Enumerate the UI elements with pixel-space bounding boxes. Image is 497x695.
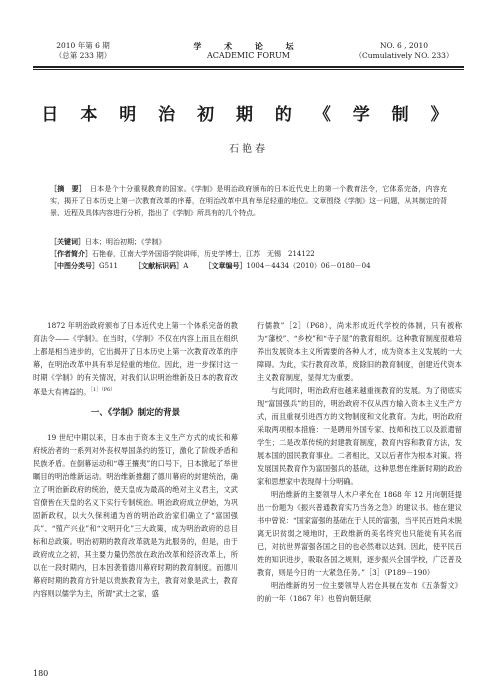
paragraph: 明治维新的主要领导人木户孝允在 1868 年 12 月向朝廷提出一份题为《振兴普通教育实乃当务之急》的建议书。他在建议书中曾说：“国家富强的基础在于人民的富强，当平民百姓尚未脱离无识贫弱之境地时，王政维新的美名终究也只能徒有其名而已，对抗世界富强各国之目的也必然难以达到。因此，使平民百姓的知识进步，吸取各国之规则，逐步振兴全国学校，广泛普及教育，则是今日的一大紧急任务。”［3］（P189－190） (257, 490, 462, 577)
author-name: 石艳春 (229, 144, 268, 155)
paragraph: 与此同时，明治政府也越来越重视教育的发展。为了彻底实现“富国强兵”的目的，明治政府不仅从西方输入资本主义生产方式，而且重视引进西方的文物制度和文化教育。为此，明治政府采取两项根本措施：一是聘用外国专家、技师和技工以及派遣留学生；二是改革传统的封建教育制度，教育内容和教育方法，发展本国的国民教育事业。二者相比，又以后者作为根本对策。将发展国民教育作为富国强兵的基础，这种思想在维新时期的政治家和思想家中表现得十分明确。 (257, 386, 462, 486)
abstract (50, 183, 447, 219)
abstract-tag: ［摘 要］ (50, 184, 87, 193)
journal-name: 学 术 论 坛 ACADEMIC FORUM (193, 41, 304, 60)
paragraph: 19 世纪中期以来，日本由于资本主义生产方式的成长和幕府统治者的一系列对外丧权辱国条约的签订，激化了阶级矛盾和民族矛盾。在倒幕运动和“尊王攘夷”的口号下，日本掀起了举世瞩目的明治维新运动。明治维新推翻了德川幕府的封建统治，确立了明治新政府的统治，使天皇成为最高的绝对主义君主，文武官僚皆在天皇的名义下实行专制统治。明治政府成立伊始，为巩固新政权，以大久保利通为首的明治政治家们确立了“富国强兵”、“殖产兴业”和“文明开化”三大政策，成为明治政府的总目标和总政策。明治初期的教育改革就是为此服务的，但是，由于政府成立之初，其主要力量仍然放在政治改革和经济改革上，所以在一段时期内，日本因袭着德川幕府时期的教育制度。而德川幕府时期的教育方针是以贵族教育为主，教育对象是武士，教育内容则以儒学为主，所谓“武士之家，盛 (33, 433, 238, 599)
issue-info: 2010 年第 6 期 （总第 233 期） (54, 41, 112, 60)
classification-line: ［中图分类号］G511 ［文献标识码］A ［文章编号］1004－4434（2010）06－0180－04 (50, 261, 371, 270)
doc-code: A (183, 262, 189, 270)
paragraph: 1872 年明治政府颁布了日本近代史上第一个体系完备的教育法令——《学制》。在当时，《学制》不仅在内容上而且在组织上都是相当进步的，它出揭开了日本历史上第一次教育改革的序幕，在明治改革中具有举足轻重的地位。因此，进一步探讨这一时期《学制》的有关情况，对我们认识明治维新及日本的教育改革是大有裨益的。$^{[1](P6)}$ (33, 321, 238, 397)
article-title: 日 本 明 治 初 期 的 《 学 制 》 (41, 105, 456, 125)
header-rule-thin (33, 69, 464, 70)
header-rule (33, 66, 464, 68)
article-number: 1004－4434（2010）06－0180－04 (246, 262, 371, 270)
page-number: 180 (33, 669, 49, 678)
running-header (33, 41, 464, 69)
right-column (257, 319, 462, 605)
clc-number: G511 (99, 262, 118, 270)
issue-info-english: NO. 6 , 2010 （Cumulatively NO. 233） (354, 41, 454, 60)
left-column (33, 319, 238, 600)
section-heading: 一、《学制》制定的背景 (90, 408, 181, 419)
keywords: ［关键词］日本；明治初期；《学制》 (50, 237, 166, 246)
abstract-text: 日本是个十分重视教育的国家。《学制》是明治政府颁布的日本近代史上的第一个教育法令，它体系完备，内容充实，揭开了日本历史上第一次教育改革的序幕，在明治改革中具有举足轻重的地位。文章围绕《学制》这一问题，从其制定的背景、近程及具体内容进行分析，指出了《学制》所具有的几个特点。 (50, 185, 448, 217)
paragraph: 明治维新的另一位主要领导人岩仓具视在发布《五条誓文》的前一年（1867 年）也曾向朝廷献 (257, 581, 462, 603)
paragraph: 行儒教”［2］（P68），尚未形成近代学校的体制，只有被称为“藩校”、“乡校”和“寺子屋”的教育组织。这种教育制度很难培养出发展资本主义所需要的各种人才，成为资本主义发展的一大障碍。为此，实行教育改革，废除旧的教育制度，创建近代资本主义教育制度，显得尤为重要。 (257, 321, 462, 382)
citation: ［1］（P6） (90, 387, 116, 393)
author-info: ［作者简介］石艳春，江南大学外国语学院讲师，历史学博士，江苏 无锡 214122 (50, 249, 315, 258)
